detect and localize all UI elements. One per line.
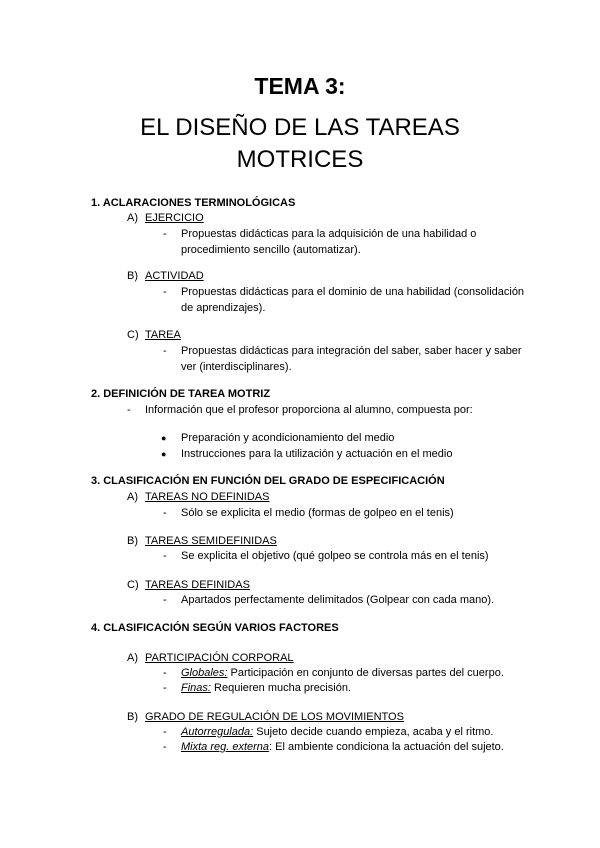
s3-b-text: Se explicita el objetivo (qué golpeo se controla más en el tenis): [181, 550, 489, 562]
title-line-1: TEMA 3:: [254, 73, 346, 99]
s1-c-text: Propuestas didácticas para integración del saber, saber hacer y saber ver (interdisciplinares).: [181, 345, 522, 373]
s4-b1-line: [181, 724, 493, 740]
s4-b1-dash: -: [163, 726, 167, 738]
s1-b-dash: -: [163, 286, 167, 298]
s4-a2-dash: -: [163, 682, 167, 694]
s2-text: Información que el profesor proporciona al alumno, compuesta por:: [145, 404, 473, 416]
s4-a1-text: Participación en conjunto de diversas partes del cuerpo.: [227, 667, 504, 679]
s1-b-marker: B): [127, 270, 138, 282]
s3-c-label: TAREAS DEFINIDAS: [145, 579, 250, 591]
s1-c-dash: -: [163, 345, 167, 357]
s3-c-text: Apartados perfectamente delimitados (Golpear con cada mano).: [181, 594, 495, 606]
s4-a2-text: Requieren mucha precisión.: [210, 682, 351, 694]
s1-a-dash: -: [163, 228, 167, 240]
s4-b2-term: Mixta reg. externa: [181, 741, 270, 753]
s4-b2-text: : El ambiente condiciona la actuación del sujeto.: [269, 741, 504, 753]
section-2-heading: 2. DEFINICIÓN DE TAREA MOTRIZ: [91, 388, 271, 400]
s3-b-marker: B): [127, 535, 138, 547]
s1-a-text: Propuestas didácticas para la adquisición de una habilidad o procedimiento sencillo (automatizar).: [181, 228, 477, 256]
s3-a-label: TAREAS NO DEFINIDAS: [145, 491, 270, 503]
s3-a-text: Sólo se explicita el medio (formas de golpeo en el tenis): [181, 507, 454, 519]
s3-c-marker: C): [127, 579, 139, 591]
s1-a-label: EJERCICIO: [145, 212, 204, 224]
s1-b-text: Propuestas didácticas para el dominio de una habilidad (consolidación de aprendizajes).: [181, 286, 525, 314]
s2-bullet-1-text: Preparación y acondicionamiento del medio: [181, 432, 395, 444]
s1-c-label: TAREA: [145, 329, 181, 341]
s3-a-marker: A): [127, 491, 138, 503]
s1-b-label: ACTIVIDAD: [145, 270, 204, 282]
s2-bullet-2-icon: ●: [161, 449, 167, 459]
s3-b-label: TAREAS SEMIDEFINIDAS: [145, 535, 277, 547]
s4-a2-line: [181, 680, 351, 696]
s3-a-dash: -: [163, 507, 167, 519]
s4-a-marker: A): [127, 652, 138, 664]
s4-a1-dash: -: [163, 667, 167, 679]
s2-bullet-2-text: Instrucciones para la utilización y actuación en el medio: [181, 448, 453, 460]
s3-c-dash: -: [163, 594, 167, 606]
s4-a1-line: [181, 665, 504, 681]
s4-a2-term: Finas:: [181, 682, 211, 694]
s1-c-marker: C): [127, 329, 139, 341]
s4-a-label: PARTICIPACIÓN CORPORAL: [145, 652, 294, 664]
s4-b1-term: Autorregulada:: [181, 726, 254, 738]
s1-a-marker: A): [127, 212, 138, 224]
s4-b-marker: B): [127, 711, 138, 723]
s3-b-dash: -: [163, 550, 167, 562]
section-1-heading: 1. ACLARACIONES TERMINOLÓGICAS: [91, 197, 296, 209]
s4-b1-text: Sujeto decide cuando empieza, acaba y el ritmo.: [253, 726, 494, 738]
s2-bullet-1-icon: ●: [161, 433, 167, 443]
s4-a1-term: Globales:: [181, 667, 228, 679]
title-line-3: MOTRICES: [236, 146, 364, 173]
section-4-heading: 4. CLASIFICACIÓN SEGÚN VARIOS FACTORES: [91, 622, 339, 634]
section-3-heading: 3. CLASIFICACIÓN EN FUNCIÓN DEL GRADO DE ESPECIFICACIÓN: [91, 475, 445, 487]
s4-b-label: GRADO DE REGULACIÓN DE LOS MOVIMIENTOS: [145, 711, 404, 723]
s4-b2-dash: -: [163, 741, 167, 753]
s2-dash: -: [127, 404, 131, 416]
s4-b2-line: [181, 739, 504, 755]
title-line-2: EL DISEÑO DE LAS TAREAS: [140, 114, 460, 141]
